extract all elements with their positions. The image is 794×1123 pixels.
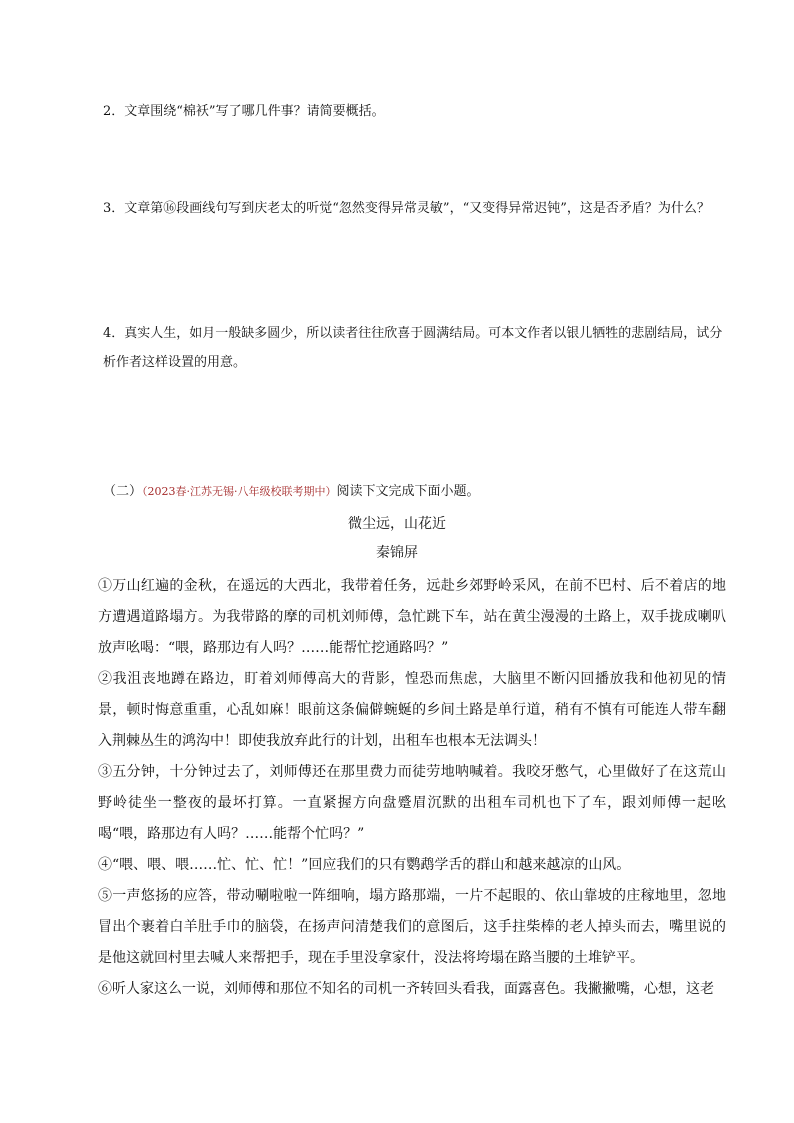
article-title: 微尘远，山花近 — [348, 516, 446, 532]
paragraph-4: ④“喂、喂、喂……忙、忙、忙！”回应我们的只有鹦鹉学舌的群山和越来越凉的山风。 — [98, 857, 631, 873]
question-4: 4．真实人生，如月一般缺多圆少，所以读者往往欣喜于圆满结局。可本文作者以银儿牺牲的悲剧结局，试分析作者这样设置的用意。 — [103, 326, 723, 370]
section-instruction: 阅读下文完成下面小题。 — [336, 484, 480, 499]
paragraph-1: ①万山红遍的金秋，在遥远的大西北，我带着任务，远赴乡郊野岭采风，在前不巴村、后不着店的地方遭遇道路塌方。为我带路的摩的司机刘师傅，急忙跳下车，站在黄尘漫漫的土路上，双手拢成喇叭放声吆喝：“喂，路那边有人吗？……能帮忙挖通路吗？” — [98, 578, 726, 656]
question-2: 2．文章围绕“棉袄”写了哪几件事？请简要概括。 — [103, 104, 385, 119]
paragraph-3: ③五分钟，十分钟过去了，刘师傅还在那里费力而徒劳地呐喊着。我咬牙憋气，心里做好了在这荒山野岭徒坐一整夜的最坏打算。一直紧握方向盘蹙眉沉默的出租车司机也下了车，跟刘师傅一起吆喝“喂，路那边有人吗？……能帮个忙吗？” — [98, 764, 726, 842]
paragraph-5: ⑤一声悠扬的应答，带动唰啦啦一阵细响，塌方路那端，一片不起眼的、依山靠坡的庄稼地里，忽地冒出个裹着白羊肚手巾的脑袋，在扬声问清楚我们的意图后，这手拄柴棒的老人掉头而去，嘴里说的是他这就回村里去喊人来帮把手，现在手里没拿家什，没法将垮塌在路当腰的土堆铲平。 — [98, 888, 726, 966]
paragraph-6: ⑥听人家这么一说，刘师傅和那位不知名的司机一齐转回头看我，面露喜色。我撇撇嘴，心想，这老 — [98, 981, 714, 997]
article-body — [98, 571, 726, 1005]
section-source: （2023春·江苏无锡·八年级校联考期中） — [142, 485, 337, 498]
question-3: 3．文章第⑯段画线句写到庆老太的听觉“忽然变得异常灵敏”，“又变得异常迟钝”，这是否矛盾？为什么？ — [103, 201, 710, 216]
article-author: 秦锦屏 — [376, 545, 418, 561]
section-header — [103, 479, 723, 505]
paragraph-2: ②我沮丧地蹲在路边，盯着刘师傅高大的背影，惶恐而焦虑，大脑里不断闪回播放我和他初见的情景，顿时悔意重重，心乱如麻！眼前这条偏僻蜿蜒的乡间土路是单行道，稍有不慎有可能连人带车翻入荆棘丛生的鸿沟中！即使我放弃此行的计划，出租车也根本无法调头！ — [98, 671, 726, 749]
section-prefix: （二） — [103, 484, 143, 499]
